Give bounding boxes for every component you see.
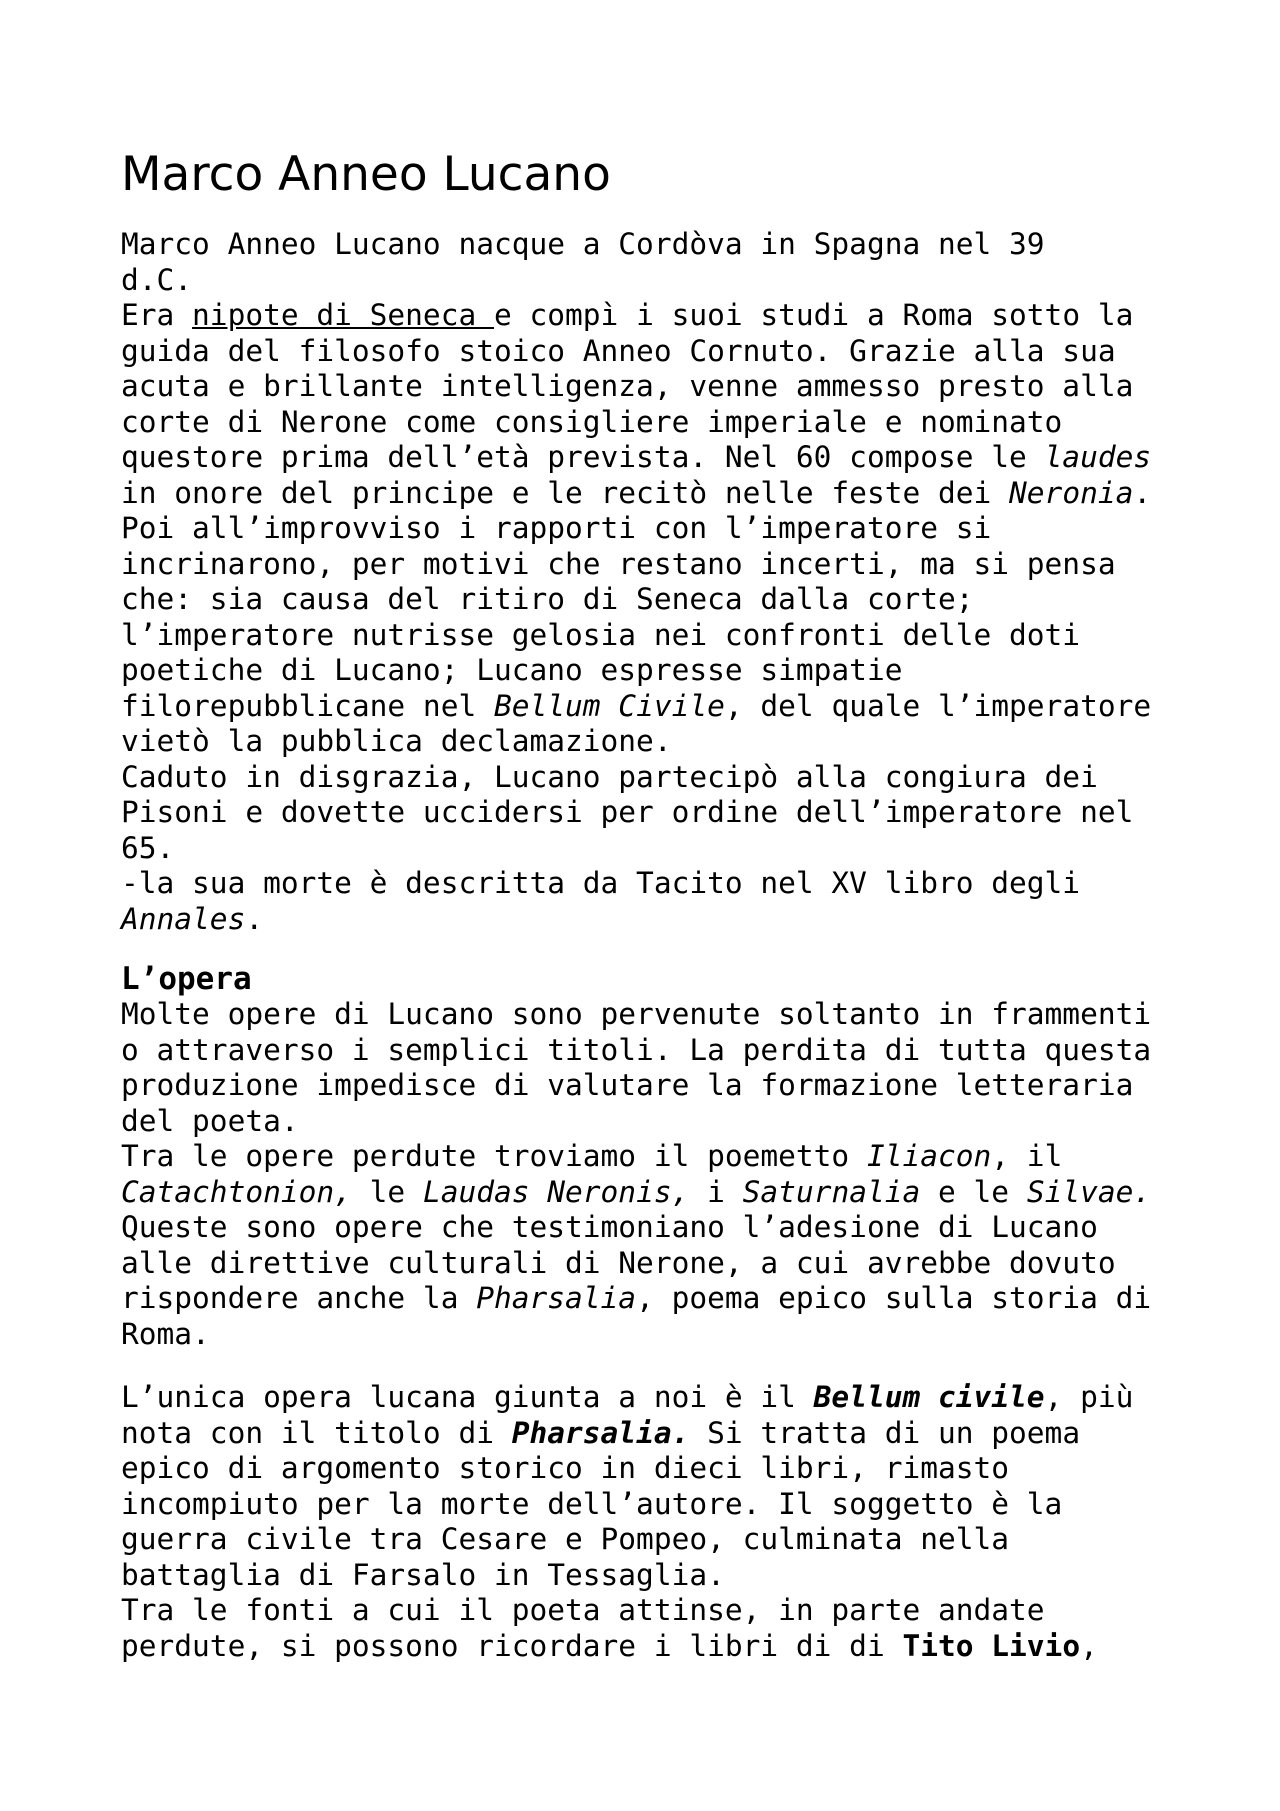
opera-paragraph-4 bbox=[121, 1593, 1171, 1664]
opera-text: Queste sono opere che testimoniano l’adesione di Lucano alle direttive culturali di Nerone, a cui avrebbe dovuto rispondere anche la bbox=[121, 1210, 1116, 1315]
bio-text: in onore del principe e le recitò nelle feste dei bbox=[121, 475, 1010, 510]
bio-text: -la sua morte è descritta da Tacito nel XV libro degli bbox=[121, 866, 1081, 900]
opera-text: i bbox=[689, 1174, 743, 1209]
bio-text: Marco Anneo Lucano nacque a Cordòva in Spagna nel 39 bbox=[121, 227, 1045, 261]
document-title: Marco Anneo Lucano bbox=[121, 147, 611, 202]
opera-text: , bbox=[1080, 1628, 1098, 1663]
opera-section bbox=[121, 997, 1171, 1664]
opera-text: Tra le opere perdute troviamo il poemetto bbox=[121, 1139, 867, 1173]
bio-text: d.C. bbox=[121, 262, 193, 297]
opera-text: le bbox=[351, 1174, 423, 1209]
bio-text: . Poi all’improvviso i rapporti con l’imperatore si incrinarono, per motivi che restano incerti, ma si pensa che: sia causa del ritiro di Seneca dalla corte; l’imperatore nutrisse gelosia nei confronti delle doti poetiche di Lucano; Lucano espresse simpatie filorepubblicane nel bbox=[121, 475, 1152, 723]
italic-term: Catachtonion, bbox=[121, 1174, 352, 1209]
opera-text: L’unica opera lucana giunta a noi è il bbox=[121, 1380, 814, 1414]
opera-text: , poema epico sulla storia di Roma. bbox=[121, 1281, 1152, 1351]
opera-paragraph-3 bbox=[121, 1380, 1171, 1593]
paragraph-gap bbox=[121, 1352, 1171, 1380]
italic-term: Iliacon bbox=[866, 1139, 992, 1173]
opera-text: Si tratta di un poema epico di argomento storico in dieci libri, rimasto incompiuto per la morte dell’autore. Il soggetto è la guerra civile tra Cesare e Pompeo, culminata nella battaglia di Farsalo in Tessaglia. bbox=[121, 1415, 1081, 1592]
bio-paragraph-1 bbox=[121, 227, 1171, 298]
italic-term: Saturnalia bbox=[742, 1174, 921, 1209]
bio-text: e compì i suoi studi a Roma sotto la guida del filosofo stoico Anneo Cornuto. Grazie alla sua acuta e brillante intelligenza, venne ammesso presto alla corte di Nerone come consigliere imperiale e nominato questore prima dell’età prevista. Nel 60 compose le bbox=[121, 298, 1134, 474]
opera-text: e le bbox=[920, 1174, 1027, 1209]
italic-term: Pharsalia bbox=[476, 1281, 637, 1315]
italic-term: Neronia bbox=[1009, 475, 1134, 510]
section-heading-opera: L’opera bbox=[121, 961, 252, 997]
opera-text: , il bbox=[991, 1139, 1063, 1173]
bold-italic-term: Pharsalia. bbox=[511, 1415, 690, 1450]
underlined-text: nipote di Seneca bbox=[192, 298, 494, 332]
bio-paragraph-2 bbox=[121, 298, 1171, 760]
document-page bbox=[121, 145, 1171, 1664]
italic-term: Bellum Civile bbox=[493, 688, 725, 723]
italic-term: Silvae. bbox=[1026, 1174, 1152, 1209]
bio-text: Era bbox=[121, 298, 193, 332]
italic-term: Annales bbox=[121, 901, 246, 936]
opera-paragraph-2 bbox=[121, 1139, 1171, 1352]
bold-italic-term: Bellum civile bbox=[813, 1380, 1045, 1414]
biography-section bbox=[121, 227, 1171, 937]
opera-paragraph-1: Molte opere di Lucano sono pervenute soltanto in frammenti o attraverso i semplici titoli. La perdita di tutta questa produzione impedisce di valutare la formazione letteraria del poeta. bbox=[121, 997, 1152, 1138]
italic-term: Laudas Neronis, bbox=[422, 1174, 690, 1209]
bio-paragraph-4 bbox=[121, 866, 1171, 937]
bio-text: . bbox=[245, 901, 264, 936]
bio-paragraph-3: Caduto in disgrazia, Lucano partecipò alla congiura dei Pisoni e dovette uccidersi per ordine dell’imperatore nel 65. bbox=[121, 759, 1134, 865]
opera-text: Tra le fonti a cui il poeta attinse, in parte andate perdute, si possono ricordare i libri di di bbox=[121, 1593, 1045, 1663]
opera-text: , più nota con il titolo di bbox=[121, 1380, 1134, 1450]
bold-term: Tito Livio bbox=[902, 1628, 1081, 1663]
bio-text: , del quale l’imperatore vietò la pubblica declamazione. bbox=[121, 688, 1152, 758]
italic-term: laudes bbox=[1044, 440, 1152, 474]
